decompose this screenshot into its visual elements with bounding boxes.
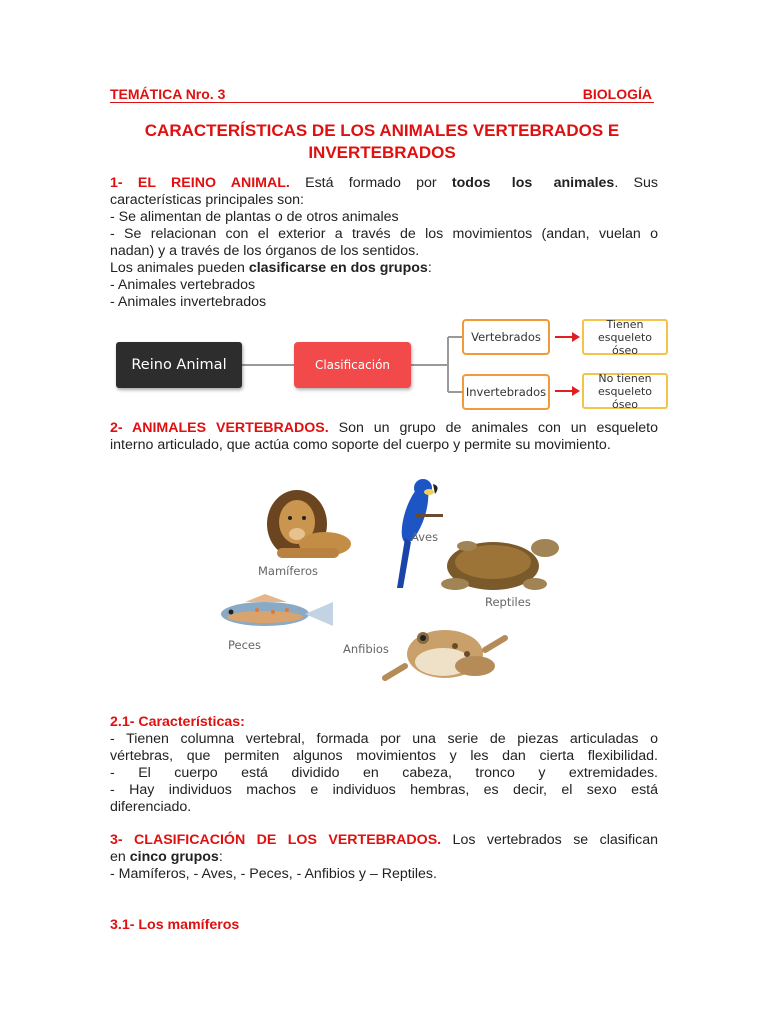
document-header <box>110 86 654 103</box>
label-mamiferos: Mamíferos <box>258 564 318 578</box>
clasificacion-box: Clasificación <box>294 342 411 388</box>
section-animales-vertebrados: 2- ANIMALES VERTEBRADOS. Son un grupo de animales con un esqueleto interno articulado, que actúa como soporte del cuerpo y permite su movimiento. <box>110 420 658 453</box>
section-reino-animal: 1- EL REINO ANIMAL. Está formado por todos los animales. Sus características principales son: - Se alimentan de plantas o de otros animales - Se relacionan con el exterior a través de los movimientos (andan, vuelan o nadan) y a través de los órganos de los sentidos. Los animales pueden clasificarse en dos grupos: - Animales vertebrados - Animales invertebrados <box>110 175 658 310</box>
fish-image <box>221 594 333 626</box>
section1-heading: 1- EL REINO ANIMAL. <box>110 175 290 191</box>
section1-line-1: 1- EL REINO ANIMAL. Está formado por todos los animales. Sus <box>110 175 658 191</box>
turtle-image <box>441 539 559 590</box>
classify-line: Los animales pueden clasificarse en dos grupos: <box>110 260 432 276</box>
label-reptiles: Reptiles <box>485 595 531 609</box>
tienen-esqueleto-box: Tienen esqueleto óseo <box>582 319 668 355</box>
vertebrados-box: Vertebrados <box>462 319 550 355</box>
label-peces: Peces <box>228 638 261 652</box>
group-invertebrados: - Animales invertebrados <box>110 294 267 310</box>
label-aves: Aves <box>411 530 439 544</box>
frog-image <box>385 630 505 678</box>
section21-heading: 2.1- Características: <box>110 714 245 730</box>
subject-name: BIOLOGÍA <box>582 86 652 102</box>
page-title <box>110 120 654 164</box>
label-anfibios: Anfibios <box>343 642 389 656</box>
section-caracteristicas: 2.1- Características: - Tienen columna vertebral, formada por una serie de piezas articuladas o vértebras, que permiten algunos movimientos y les dan cierta flexibilidad. - El cuerpo está dividido en cabeza, tronco y extremidades. - Hay individuos machos e individuos hembras, es decir, el sexo está diferenciado. <box>110 714 658 815</box>
lion-image <box>267 490 351 558</box>
section-clasificacion: 3- CLASIFICACIÓN DE LOS VERTEBRADOS. Los vertebrados se clasifican en cinco grupos: - Mamíferos, - Aves, - Peces, - Anfibios y – Reptiles. <box>110 832 658 882</box>
vertebrate-groups-list: - Mamíferos, - Aves, - Peces, - Anfibios y – Reptiles. <box>110 866 437 882</box>
title-line-1: CARACTERÍSTICAS DE LOS ANIMALES VERTEBRADOS E <box>144 121 620 140</box>
section3-heading: 3- CLASIFICACIÓN DE LOS VERTEBRADOS. <box>110 832 442 848</box>
classification-diagram <box>110 315 670 415</box>
invertebrados-box: Invertebrados <box>462 374 550 410</box>
topic-number: TEMÁTICA Nro. 3 <box>110 86 226 102</box>
section2-heading: 2- ANIMALES VERTEBRADOS. <box>110 420 329 436</box>
animals-illustration <box>205 466 565 698</box>
vertebrates-figure <box>205 466 565 698</box>
reino-animal-box: Reino Animal <box>116 342 242 388</box>
group-vertebrados: - Animales vertebrados <box>110 277 256 293</box>
section31-heading: 3.1- Los mamíferos <box>110 917 240 933</box>
title-line-2: INVERTEBRADOS <box>308 143 456 162</box>
no-tienen-esqueleto-box: No tienen esqueleto óseo <box>582 373 668 409</box>
